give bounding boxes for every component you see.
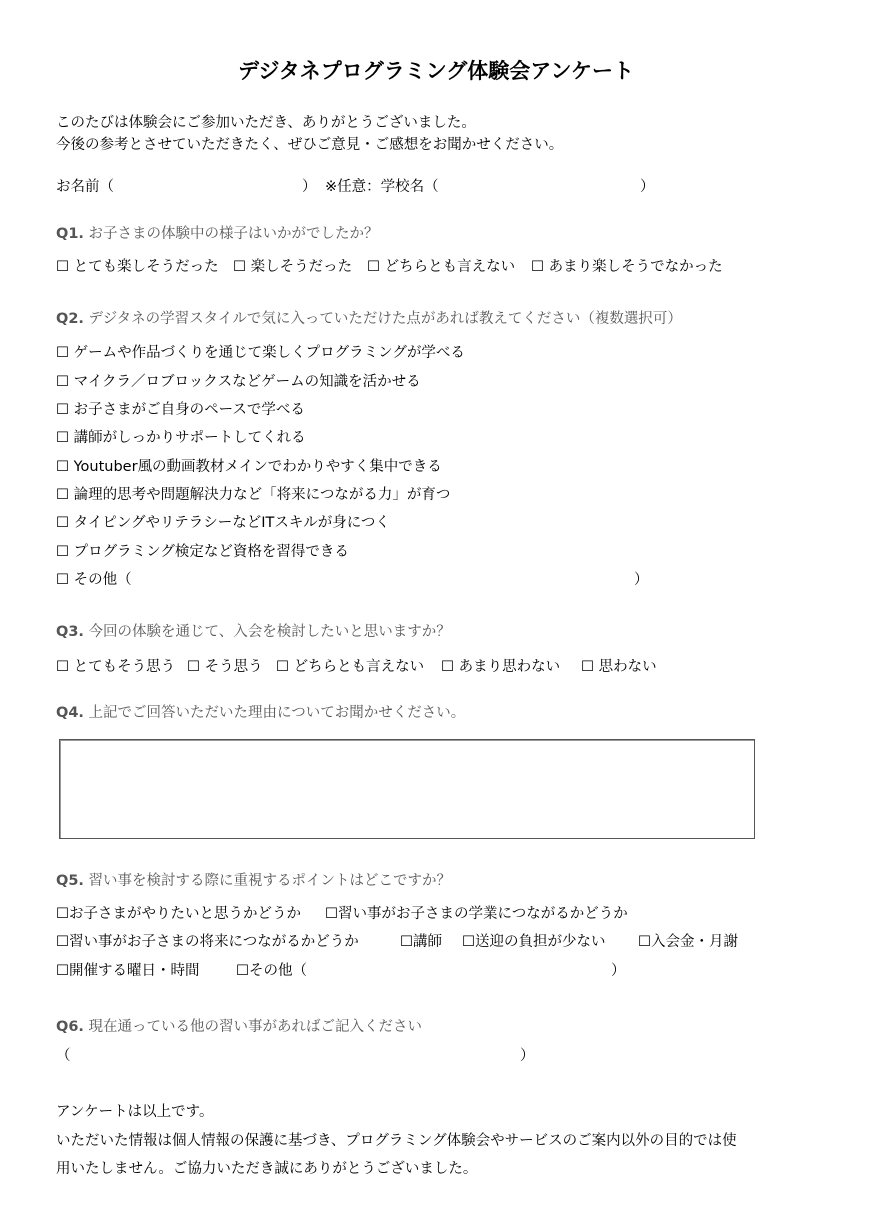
q5-option-1[interactable]: ☐お子さまがやりたいと思うかどうか: [56, 906, 301, 922]
q5-number: Q5.: [56, 873, 84, 889]
q3-number: Q3.: [56, 624, 84, 640]
q3-option-2[interactable]: ☐ そう思う: [187, 659, 263, 675]
q2-option-4[interactable]: ☐ 講師がしっかりサポートしてくれる: [56, 430, 306, 446]
q5-other-close: ）: [611, 963, 626, 979]
q2-heading: [56, 309, 682, 329]
q3-heading: [56, 622, 451, 642]
q5-heading: [56, 871, 451, 891]
q5-option-5[interactable]: ☐送迎の負担が少ない: [462, 934, 606, 950]
q2-option-other[interactable]: ☐ その他（: [56, 572, 132, 588]
q3-option-5[interactable]: ☐ 思わない: [581, 659, 657, 675]
intro-line-1: このたびは体験会にご参加いただき、ありがとうございました。: [56, 115, 476, 131]
intro-line-2: 今後の参考とさせていただきたく、ぜひご意見・ご感想をお聞かせください。: [56, 137, 564, 153]
q2-other-close: ）: [634, 572, 649, 588]
q1-text: お子さまの体験中の様子はいかがでしたか？: [88, 226, 379, 242]
page-title: デジタネプログラミング体験会アンケート: [237, 59, 635, 83]
q5-option-other[interactable]: ☐その他（: [236, 963, 307, 979]
q2-number: Q2.: [56, 311, 84, 327]
q2-text: デジタネの学習スタイルで気に入っていただけた点があれば教えてください（複数選択可）: [88, 311, 682, 327]
q5-option-6[interactable]: ☐入会金・月謝: [638, 934, 738, 950]
q1-option-4[interactable]: ☐ あまり楽しそうでなかった: [531, 259, 723, 275]
q5-option-2[interactable]: ☐習い事がお子さまの学業につながるかどうか: [325, 906, 628, 922]
school-label: ※任意：学校名（: [325, 179, 439, 195]
q2-option-3[interactable]: ☐ お子さまがご自身のペースで学べる: [56, 402, 305, 418]
name-label: お名前（: [56, 179, 114, 195]
q2-option-2[interactable]: ☐ マイクラ／ロブロックスなどゲームの知識を活かせる: [56, 374, 421, 390]
name-input[interactable]: [120, 175, 300, 197]
footer-line-1: アンケートは以上です。: [56, 1104, 214, 1120]
q3-option-3[interactable]: ☐ どちらとも言えない: [276, 659, 425, 675]
q5-text: 習い事を検討する際に重視するポイントはどこですか？: [88, 873, 452, 889]
q6-number: Q6.: [56, 1019, 84, 1035]
q2-option-6[interactable]: ☐ 論理的思考や問題解決力など「将来につながる力」が育つ: [56, 487, 451, 503]
q4-text: 上記でご回答いただいた理由についてお聞かせください。: [88, 705, 466, 721]
footer-line-2: いただいた情報は個人情報の保護に基づき、プログラミング体験会やサービスのご案内以外の目的では使: [56, 1133, 737, 1149]
name-close: ）: [302, 179, 317, 195]
q5-option-7[interactable]: ☐開催する曜日・時間: [56, 963, 200, 979]
q5-option-3[interactable]: ☐習い事がお子さまの将来につながるかどうか: [56, 934, 359, 950]
q4-answer-box[interactable]: [59, 739, 755, 839]
q5-other-input[interactable]: [320, 959, 605, 981]
school-input[interactable]: [445, 175, 635, 197]
q1-heading: [56, 224, 379, 244]
q1-number: Q1.: [56, 226, 84, 242]
q1-option-3[interactable]: ☐ どちらとも言えない: [367, 259, 516, 275]
q2-option-7[interactable]: ☐ タイピングやリテラシーなどITスキルが身につく: [56, 515, 390, 531]
q6-input[interactable]: [75, 1044, 515, 1066]
q6-close: ）: [520, 1048, 535, 1064]
q4-heading: [56, 703, 465, 723]
q2-option-5[interactable]: ☐ Youtuber風の動画教材メインでわかりやすく集中できる: [56, 459, 442, 475]
q1-option-2[interactable]: ☐ 楽しそうだった: [233, 259, 353, 275]
q1-option-1[interactable]: ☐ とても楽しそうだった: [56, 259, 219, 275]
q2-other-input[interactable]: [140, 568, 630, 590]
q5-option-4[interactable]: ☐講師: [400, 934, 442, 950]
footer-line-3: 用いたしません。ご協力いただき誠にありがとうございました。: [56, 1161, 478, 1177]
q6-open: （: [56, 1048, 71, 1064]
q3-text: 今回の体験を通じて、入会を検討したいと思いますか？: [88, 624, 451, 640]
q3-option-4[interactable]: ☐ あまり思わない: [441, 659, 561, 675]
q2-option-8[interactable]: ☐ プログラミング検定など資格を習得できる: [56, 544, 349, 560]
q4-number: Q4.: [56, 705, 84, 721]
q2-option-1[interactable]: ☐ ゲームや作品づくりを通じて楽しくプログラミングが学べる: [56, 345, 465, 361]
q6-text: 現在通っている他の習い事があればご記入ください: [88, 1019, 423, 1035]
q3-option-1[interactable]: ☐ とてもそう思う: [56, 659, 176, 675]
q6-heading: [56, 1017, 422, 1037]
school-close: ）: [640, 179, 655, 195]
